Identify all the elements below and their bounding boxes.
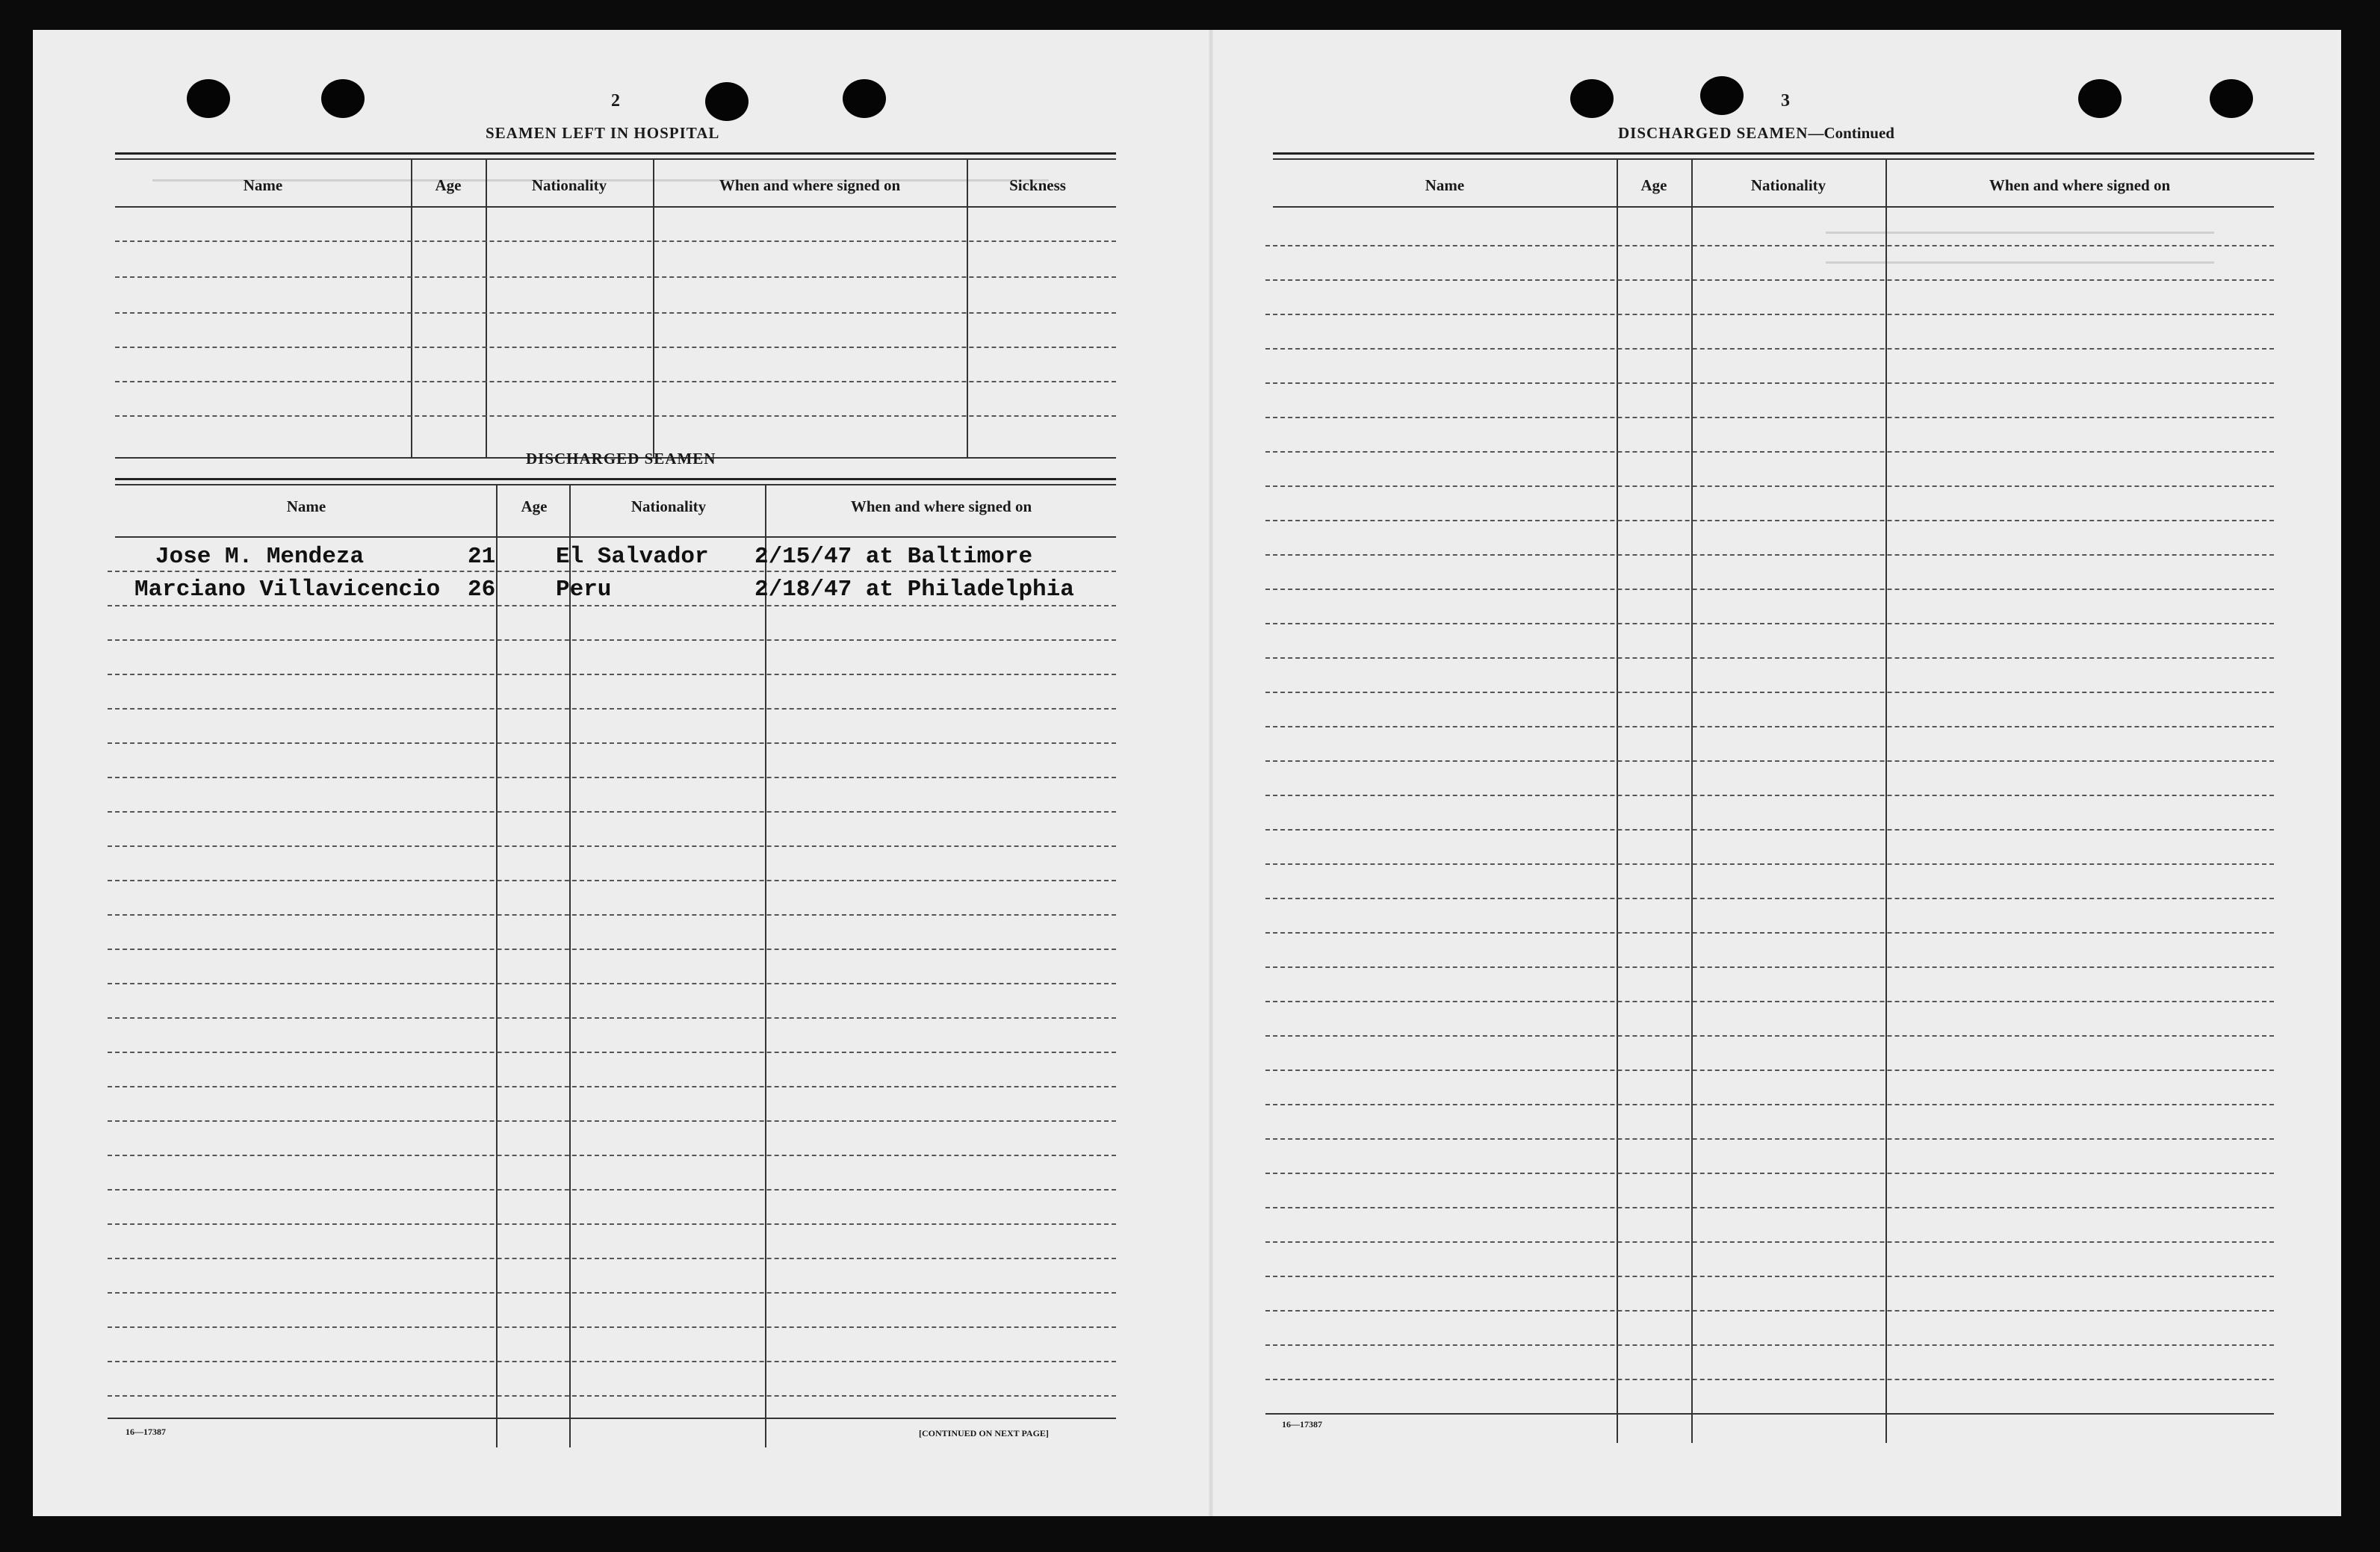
table-row <box>108 1223 1116 1225</box>
table-row <box>1265 623 2274 624</box>
table-row <box>1265 829 2274 831</box>
table-row <box>108 1086 1116 1087</box>
column-header-nationality: Nationality <box>1750 176 1826 194</box>
seaman-name: Marciano Villavicencio <box>134 577 441 603</box>
table-row <box>115 347 1116 348</box>
table-row <box>108 1189 1116 1191</box>
column-divider <box>1885 158 1887 1443</box>
table-row <box>1265 966 2274 968</box>
table-row <box>1265 1276 2274 1277</box>
table-row <box>108 605 1116 606</box>
table-row <box>1265 1070 2274 1071</box>
discharged-table-grid <box>108 484 1116 1447</box>
table-row <box>1265 657 2274 659</box>
form-number: 16—17387 <box>1282 1419 1322 1430</box>
column-header-name: Name <box>243 176 283 194</box>
table-row <box>1265 863 2274 865</box>
table-row <box>108 1258 1116 1259</box>
table-row <box>1265 589 2274 590</box>
table-row <box>1265 382 2274 384</box>
column-header-name: Name <box>286 497 326 515</box>
column-divider <box>1691 158 1693 1443</box>
table-row <box>108 811 1116 813</box>
table-row <box>1265 485 2274 487</box>
column-header-age: Age <box>521 497 548 515</box>
punch-hole <box>843 79 886 118</box>
table-row <box>1265 932 2274 934</box>
section-rule <box>115 478 1116 480</box>
table-row <box>1265 898 2274 899</box>
form-sheet <box>33 30 2341 1516</box>
table-row <box>108 949 1116 950</box>
table-bottom-rule <box>108 1418 1116 1419</box>
column-divider <box>1617 158 1618 1443</box>
table-row <box>1265 520 2274 521</box>
table-row <box>108 777 1116 778</box>
punch-hole <box>2210 79 2253 118</box>
punch-hole <box>705 82 749 121</box>
table-row <box>1265 417 2274 418</box>
table-row <box>115 381 1116 382</box>
punch-hole <box>1700 76 1744 115</box>
column-divider <box>569 484 571 1447</box>
table-row <box>1265 1379 2274 1380</box>
seaman-signed-on: 2/15/47 at Baltimore <box>754 544 1033 570</box>
hospital-section-title: SEAMEN LEFT IN HOSPITAL <box>486 124 720 142</box>
discharged-continued-title <box>1618 124 1894 143</box>
table-row <box>1265 451 2274 453</box>
punch-hole <box>321 79 365 118</box>
table-row <box>108 742 1116 744</box>
section-rule <box>115 152 1116 155</box>
seaman-age: 26 <box>468 577 496 603</box>
page-number: 2 <box>611 91 620 111</box>
table-row <box>1265 1138 2274 1140</box>
table-row <box>108 1052 1116 1053</box>
table-row <box>108 914 1116 916</box>
page-fold <box>1209 30 1213 1516</box>
section-rule <box>1273 152 2314 155</box>
table-bottom-rule <box>1265 1413 2274 1415</box>
table-row <box>108 708 1116 710</box>
column-divider <box>411 158 412 457</box>
punch-hole <box>1570 79 1614 118</box>
page-number: 3 <box>1781 91 1790 111</box>
table-row <box>1265 245 2274 246</box>
table-row <box>1265 348 2274 350</box>
continued-note: [CONTINUED ON NEXT PAGE] <box>919 1428 1049 1438</box>
seaman-nationality: El Salvador <box>556 544 709 570</box>
table-row <box>1265 1344 2274 1346</box>
table-row <box>1265 1241 2274 1243</box>
seaman-name: Jose M. Mendeza <box>155 544 365 570</box>
discharged-continued-grid <box>1265 158 2274 1443</box>
table-row <box>1265 279 2274 281</box>
column-header-name: Name <box>1425 176 1465 194</box>
table-row <box>115 312 1116 314</box>
table-row <box>108 1361 1116 1362</box>
column-header-age: Age <box>435 176 462 194</box>
column-divider <box>765 484 766 1447</box>
table-row <box>108 880 1116 881</box>
table-row <box>108 1292 1116 1294</box>
column-header-nationality: Nationality <box>531 176 607 194</box>
column-divider <box>653 158 654 457</box>
punch-hole <box>2078 79 2122 118</box>
table-row <box>115 276 1116 278</box>
table-row <box>115 240 1116 242</box>
table-row <box>1265 1104 2274 1105</box>
hospital-table-grid <box>115 158 1116 457</box>
column-header-signed-on: When and where signed on <box>719 176 901 194</box>
table-row <box>108 674 1116 675</box>
table-row <box>1265 1173 2274 1174</box>
table-row <box>115 415 1116 417</box>
table-row <box>108 983 1116 984</box>
table-row <box>108 1395 1116 1397</box>
column-divider <box>486 158 487 457</box>
discharged-section-title: DISCHARGED SEAMEN <box>526 450 716 468</box>
table-row <box>1265 1001 2274 1002</box>
section-title-suffix: —Continued <box>1808 124 1894 142</box>
table-row <box>1265 554 2274 556</box>
table-row <box>108 845 1116 847</box>
seaman-nationality: Peru <box>556 577 612 603</box>
section-title-text: DISCHARGED SEAMEN <box>1618 124 1809 142</box>
table-row <box>1265 726 2274 727</box>
column-divider <box>496 484 498 1447</box>
table-row <box>108 1326 1116 1328</box>
column-header-age: Age <box>1640 176 1667 194</box>
table-row <box>1265 760 2274 762</box>
table-row <box>1265 692 2274 693</box>
column-header-signed-on: When and where signed on <box>850 497 1032 515</box>
punch-hole <box>187 79 230 118</box>
table-row <box>1265 1035 2274 1037</box>
table-row <box>1265 1207 2274 1208</box>
table-row <box>108 1017 1116 1019</box>
column-header-nationality: Nationality <box>630 497 707 515</box>
column-header-signed-on: When and where signed on <box>1989 176 2171 194</box>
table-row <box>108 639 1116 641</box>
form-number: 16—17387 <box>125 1427 166 1437</box>
seaman-age: 21 <box>468 544 496 570</box>
table-row <box>1265 1310 2274 1312</box>
table-row <box>108 571 1116 572</box>
table-row <box>108 1155 1116 1156</box>
column-header-sickness: Sickness <box>1009 176 1066 194</box>
table-row <box>108 1120 1116 1122</box>
seaman-signed-on: 2/18/47 at Philadelphia <box>754 577 1074 603</box>
column-divider <box>967 158 968 457</box>
table-row <box>1265 314 2274 315</box>
table-row <box>1265 795 2274 796</box>
